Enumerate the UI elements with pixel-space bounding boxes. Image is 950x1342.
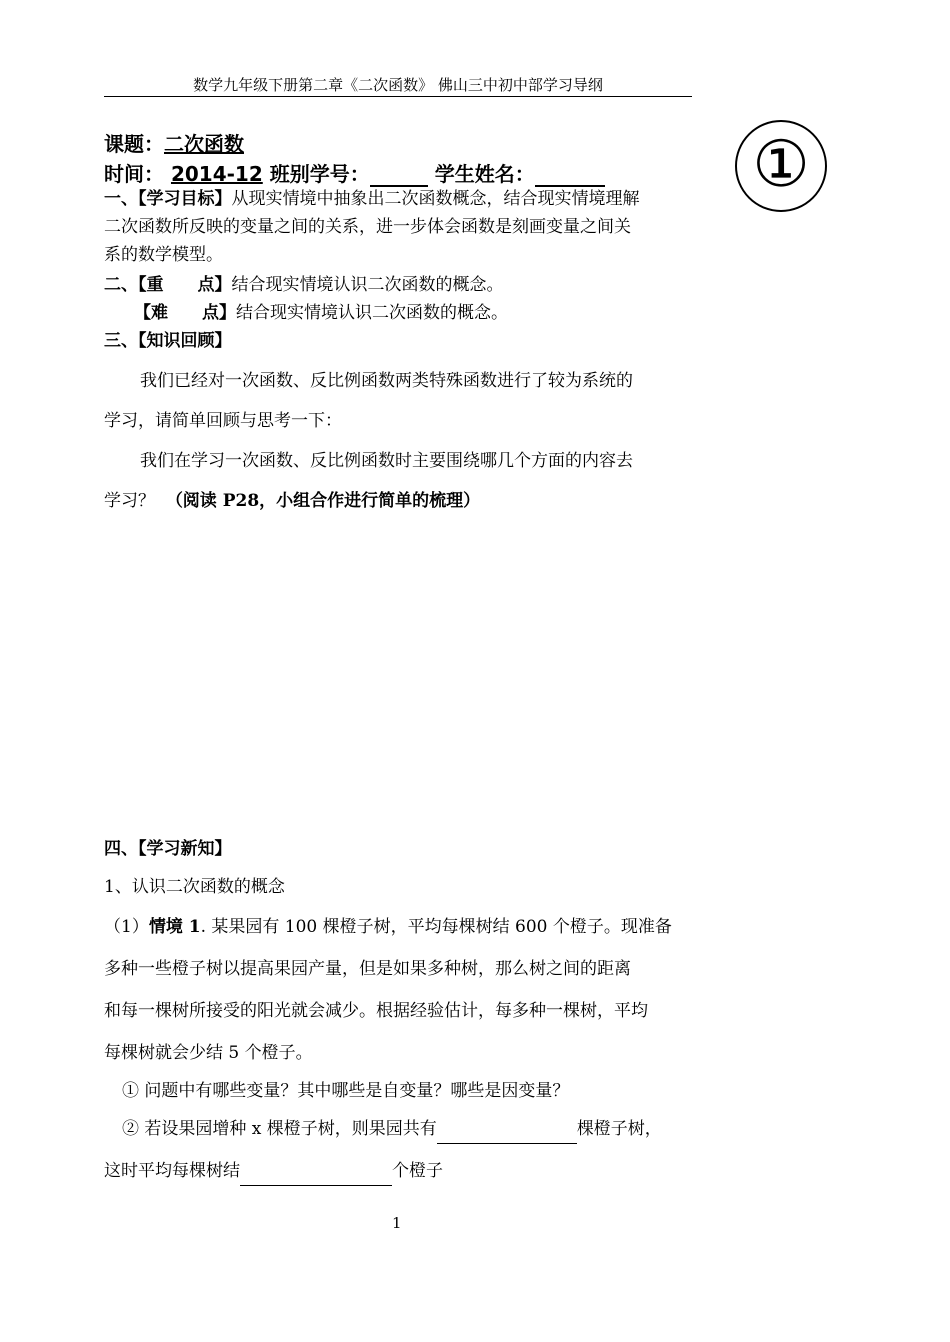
question-1: ① 问题中有哪些变量？其中哪些是自变量？哪些是因变量？ bbox=[122, 1081, 570, 1101]
review-heading: 三、【知识回顾】 bbox=[104, 331, 232, 351]
review-p1-line2: 学习，请简单回顾与思考一下： bbox=[104, 411, 342, 431]
key-point: 二、【重 点】结合现实情境认识二次函数的概念。 bbox=[104, 275, 504, 295]
hard-point: 【难 点】结合现实情境认识二次函数的概念。 bbox=[134, 303, 508, 323]
review-p2-line1: 我们在学习一次函数、反比例函数时主要围绕哪几个方面的内容去 bbox=[140, 451, 633, 471]
question-2-line2: 这时平均每棵树结 个橙子 bbox=[104, 1156, 443, 1186]
page-number: 1 bbox=[392, 1214, 402, 1232]
oranges-per-tree-blank[interactable] bbox=[240, 1167, 392, 1186]
learning-goal-line2: 二次函数所反映的变量之间的关系，进一步体会函数是刻画变量之间关 bbox=[104, 217, 631, 237]
new-knowledge-heading: 四、【学习新知】 bbox=[104, 839, 232, 859]
review-p2-line2: 学习？ （阅读 P28，小组合作进行简单的梳理） bbox=[104, 491, 481, 511]
scenario-line3: 和每一棵树所接受的阳光就会减少。根据经验估计，每多种一棵树，平均 bbox=[104, 1001, 648, 1021]
total-trees-blank[interactable] bbox=[437, 1125, 577, 1144]
review-p1-line1: 我们已经对一次函数、反比例函数两类特殊函数进行了较为系统的 bbox=[140, 371, 633, 391]
meta-line bbox=[104, 158, 605, 187]
topic-line bbox=[104, 128, 244, 157]
topic-label: 课题： bbox=[104, 132, 164, 156]
scenario-line4: 每棵树就会少结 5 个橙子。 bbox=[104, 1043, 313, 1063]
time-label: 时间： bbox=[104, 162, 164, 186]
topic-value: 二次函数 bbox=[164, 132, 244, 156]
class-id-label: 班别学号： bbox=[269, 162, 370, 186]
lesson-number-badge: ① bbox=[735, 120, 827, 212]
learning-goal-heading: 【学习目标】 bbox=[138, 189, 232, 209]
hard-point-heading: 【难 点】 bbox=[134, 303, 236, 323]
student-name-label: 学生姓名： bbox=[434, 162, 535, 186]
reading-instruction: （阅读 P28，小组合作进行简单的梳理） bbox=[165, 491, 481, 511]
question-2-line1: ② 若设果园增种 x 棵橙子树，则果园共有 棵橙子树， bbox=[122, 1114, 662, 1144]
key-point-heading: 【重 点】 bbox=[138, 275, 232, 295]
scenario-line2: 多种一些橙子树以提高果园产量，但是如果多种树，那么树之间的距离 bbox=[104, 959, 631, 979]
time-value: 2014-12 bbox=[170, 162, 263, 186]
subsection-1-title: 1、认识二次函数的概念 bbox=[104, 877, 285, 897]
scenario-line1: （1）情境 1. 某果园有 100 棵橙子树，平均每棵树结 600 个橙子。现准备 bbox=[104, 917, 672, 937]
learning-goal-line3: 系的数学模型。 bbox=[104, 245, 223, 265]
scenario-label: 情境 1 bbox=[148, 917, 201, 937]
learning-goal-line1: 一、【学习目标】从现实情境中抽象出二次函数概念，结合现实情境理解 bbox=[104, 189, 640, 209]
page-header: 数学九年级下册第二章《二次函数》 佛山三中初中部学习导纲 bbox=[104, 74, 692, 97]
